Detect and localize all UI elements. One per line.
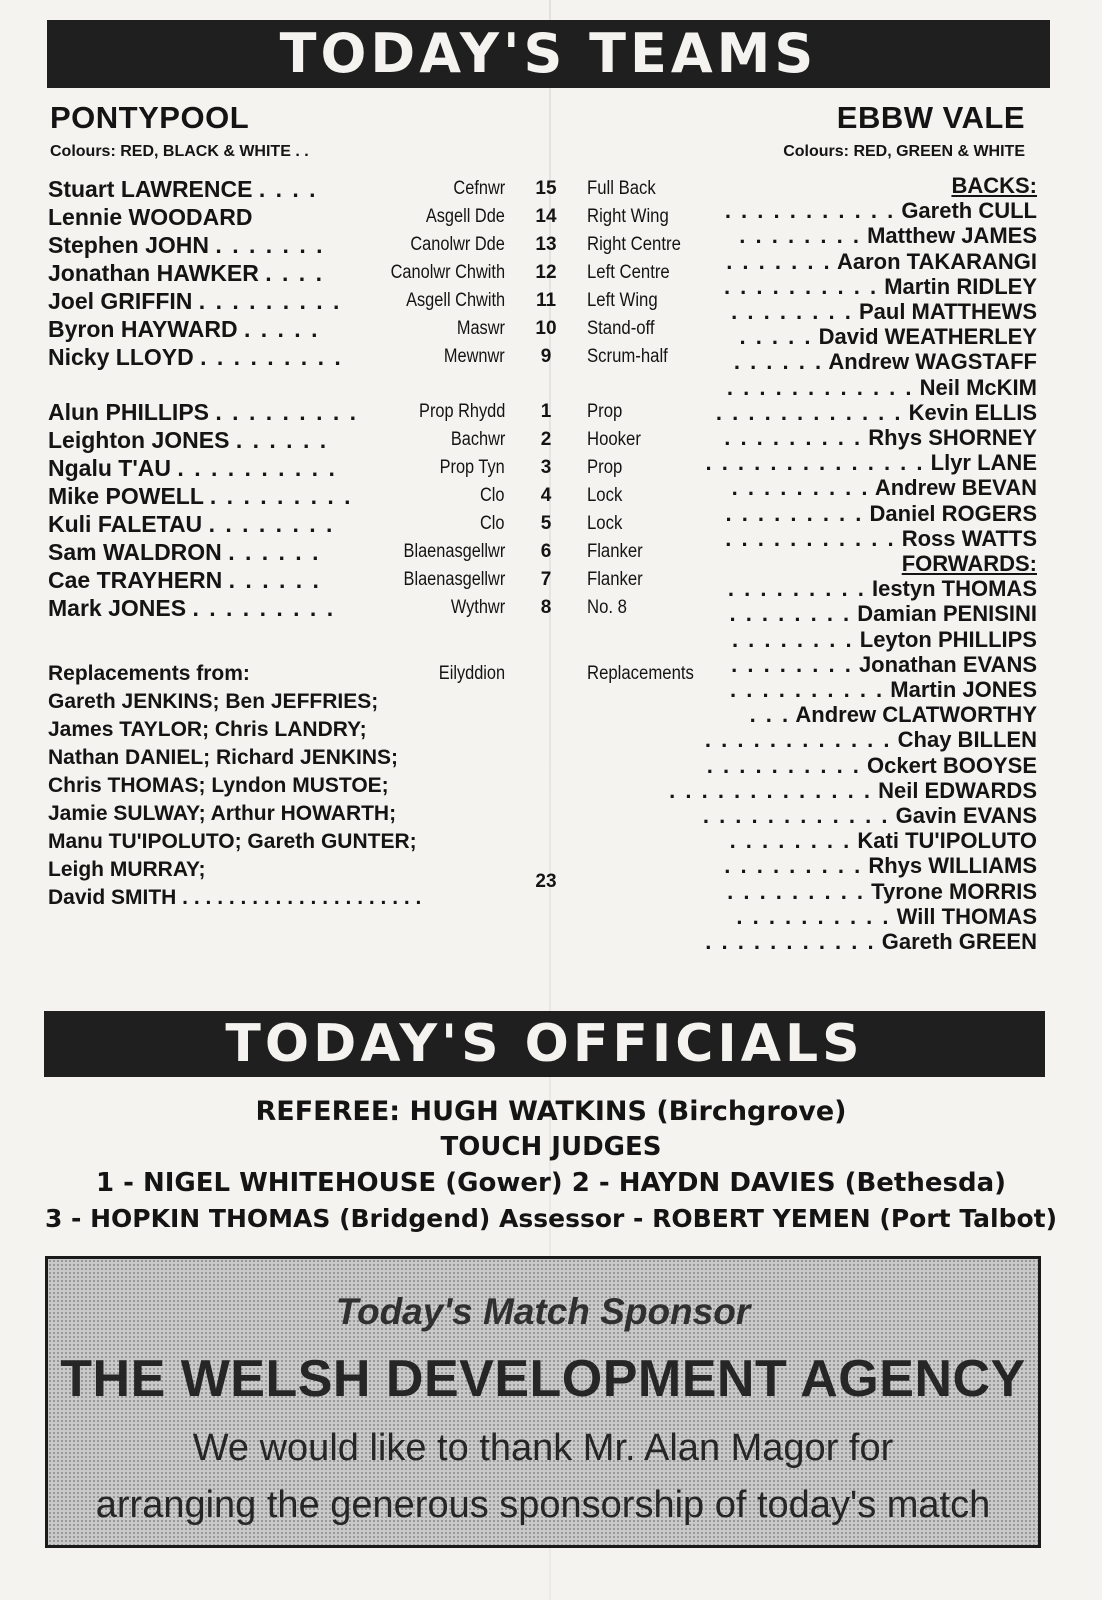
away-player-name: Andrew BEVAN bbox=[874, 475, 1037, 501]
home-player-name: Lennie WOODARD bbox=[48, 204, 253, 230]
home-team-colours: Colours: RED, BLACK & WHITE . . bbox=[50, 143, 309, 160]
away-player bbox=[716, 399, 1037, 427]
home-player-leader: . . . . . . . . . bbox=[215, 399, 359, 425]
away-player-leader: . . . . . . . bbox=[726, 248, 832, 274]
away-player-leader: . . . . . bbox=[739, 324, 813, 350]
away-player-leader: . . . . . . . . . . . . bbox=[704, 727, 892, 753]
position-welsh: Maswr bbox=[456, 318, 505, 339]
position-english: Left Wing bbox=[587, 290, 658, 311]
jersey-number: 11 bbox=[535, 290, 557, 311]
away-player-name: Gavin EVANS bbox=[895, 803, 1037, 828]
replacement-line: Jamie SULWAY; Arthur HOWARTH; bbox=[48, 802, 397, 825]
away-player-row bbox=[0, 197, 1102, 225]
sponsor-name: THE WELSH DEVELOPMENT AGENCY bbox=[60, 1350, 1026, 1408]
position-english: Left Centre bbox=[587, 262, 670, 283]
away-player-leader: . . . . . . . . . . bbox=[723, 273, 879, 299]
away-player-name: Martin JONES bbox=[890, 677, 1037, 702]
away-player-leader: . . . bbox=[749, 702, 791, 728]
position-welsh: Clo bbox=[480, 485, 505, 506]
away-player-leader: . . . . . . . . . bbox=[724, 853, 863, 879]
position-english: Stand-off bbox=[587, 318, 655, 339]
position-welsh: Asgell Chwith bbox=[406, 290, 505, 311]
referee-line: REFEREE: HUGH WATKINS (Birchgrove) bbox=[255, 1096, 847, 1127]
away-player-row bbox=[0, 399, 1102, 427]
away-player bbox=[705, 726, 1037, 754]
away-player-row bbox=[0, 500, 1102, 528]
position-welsh: Canolwr Dde bbox=[410, 234, 505, 255]
home-player-leader: . . . . . . . . . bbox=[198, 288, 342, 314]
away-player-row bbox=[0, 449, 1102, 477]
replacements-english: Replacements bbox=[587, 663, 694, 684]
away-player-leader: . . . . . . . . . . . . . bbox=[669, 777, 872, 803]
away-player bbox=[705, 449, 1037, 477]
away-player-leader: . . . . . . . . . . bbox=[736, 903, 891, 929]
officials-banner: TODAY'S OFFICIALS bbox=[44, 1011, 1045, 1077]
away-player bbox=[725, 500, 1037, 528]
away-player bbox=[750, 701, 1037, 729]
home-player-name: Joel GRIFFIN bbox=[48, 288, 193, 314]
replacements-label: Replacements from: bbox=[48, 662, 250, 685]
replacements-number-row bbox=[0, 868, 1102, 896]
away-player-row bbox=[0, 374, 1102, 402]
replacement-line: Manu TU'IPOLUTO; Gareth GUNTER; bbox=[48, 830, 417, 853]
sponsor-thanks-line-2: arranging the generous sponsorship of today's match bbox=[95, 1484, 991, 1526]
home-player-name: Mike POWELL bbox=[48, 483, 204, 509]
away-player bbox=[739, 323, 1037, 351]
away-player bbox=[725, 197, 1037, 225]
away-player-leader: . . . . . . . . . bbox=[727, 878, 866, 904]
position-welsh: Canolwr Chwith bbox=[390, 262, 505, 283]
away-player-name: Neil EDWARDS bbox=[878, 777, 1037, 803]
away-player-row bbox=[0, 575, 1102, 603]
away-player-leader: . . . . . . . . bbox=[731, 299, 853, 324]
away-player-name: Rhys WILLIAMS bbox=[868, 853, 1037, 879]
position-welsh: Mewnwr bbox=[444, 346, 505, 367]
home-player-leader: . . . . bbox=[265, 260, 324, 286]
home-player-name: Mark JONES bbox=[48, 595, 187, 621]
assessor-line: 3 - HOPKIN THOMAS (Bridgend) Assessor - ROBERT YEMEN (Port Talbot) bbox=[44, 1204, 1058, 1233]
replacement-line: David SMITH . . . . . . . . . . . . . . . . . . . . . bbox=[48, 886, 422, 909]
home-player-name: Kuli FALETAU bbox=[48, 511, 203, 537]
position-welsh: Wythwr bbox=[450, 597, 505, 618]
jersey-number: 12 bbox=[535, 262, 557, 283]
position-english: Full Back bbox=[587, 178, 656, 199]
jersey-number: 6 bbox=[540, 541, 552, 562]
position-welsh: Prop Tyn bbox=[439, 457, 505, 478]
home-player-leader: . . . . . . . . . bbox=[200, 344, 343, 370]
jersey-number: 4 bbox=[540, 485, 552, 506]
away-player-leader: . . . . . . . . bbox=[739, 223, 861, 249]
away-player-leader: . . . . . . bbox=[733, 349, 824, 375]
away-player-row bbox=[0, 928, 1102, 956]
position-english: Lock bbox=[587, 485, 623, 506]
away-player-name: Gareth GREEN bbox=[881, 929, 1037, 954]
away-player-leader: . . . . . . . . . . . . bbox=[715, 399, 903, 425]
touch-judges-heading: TOUCH JUDGES bbox=[440, 1132, 662, 1162]
away-player-row bbox=[0, 222, 1102, 250]
position-english: Lock bbox=[587, 513, 623, 534]
jersey-number: 3 bbox=[540, 457, 552, 478]
away-player bbox=[707, 752, 1037, 780]
home-player-name: Ngalu T'AU bbox=[48, 455, 172, 481]
away-team-colours: Colours: RED, GREEN & WHITE bbox=[783, 143, 1025, 160]
forwards-heading-row bbox=[0, 550, 1102, 578]
position-welsh: Clo bbox=[480, 513, 505, 534]
away-player-leader: . . . . . . . . . . . . . . bbox=[705, 450, 925, 476]
away-player bbox=[734, 348, 1037, 376]
away-player-name: Neil McKIM bbox=[919, 374, 1037, 400]
away-player-leader: . . . . . . . . . . . bbox=[725, 525, 896, 551]
away-player bbox=[669, 777, 1037, 805]
away-player bbox=[732, 626, 1037, 654]
sponsor-thanks-line-1: We would like to thank Mr. Alan Magor for bbox=[192, 1427, 894, 1469]
position-welsh: Asgell Dde bbox=[425, 206, 505, 227]
away-player-name: Llyr LANE bbox=[930, 450, 1037, 476]
position-english: Flanker bbox=[587, 569, 643, 590]
home-player-leader: . . . . . . bbox=[228, 567, 321, 593]
away-player-name: Andrew CLATWORTHY bbox=[795, 702, 1037, 728]
away-player bbox=[728, 575, 1037, 603]
jersey-number: 15 bbox=[535, 178, 557, 199]
away-player-name: Kati TU'IPOLUTO bbox=[857, 828, 1037, 854]
position-welsh: Blaenasgellwr bbox=[403, 569, 505, 590]
away-player-name: Aaron TAKARANGI bbox=[836, 248, 1037, 274]
jersey-number: 5 bbox=[540, 513, 552, 534]
position-welsh: Cefnwr bbox=[453, 178, 505, 199]
away-player bbox=[732, 474, 1037, 502]
home-player-leader: . . . . . . bbox=[228, 539, 321, 565]
away-player bbox=[705, 928, 1037, 956]
jersey-number: 13 bbox=[535, 234, 557, 255]
home-player-leader: . . . . . . . . . bbox=[192, 595, 336, 621]
home-player-name: Sam WALDRON bbox=[48, 539, 222, 565]
away-player-leader: . . . . . . . . . bbox=[731, 475, 870, 501]
away-player-name: Tyrone MORRIS bbox=[871, 878, 1037, 904]
position-english: Prop bbox=[587, 457, 623, 478]
away-player bbox=[724, 273, 1037, 301]
away-player-leader: . . . . . . . . bbox=[729, 601, 852, 627]
home-player-leader: . . . . . . bbox=[235, 427, 329, 453]
replacements-row bbox=[0, 660, 1102, 688]
away-player bbox=[739, 222, 1037, 250]
home-team-name: PONTYPOOL bbox=[50, 100, 250, 135]
away-player-leader: . . . . . . . . . bbox=[724, 425, 863, 450]
home-player-name: Nicky LLOYD bbox=[48, 344, 194, 370]
position-welsh: Prop Rhydd bbox=[418, 401, 505, 422]
jersey-number: 14 bbox=[535, 206, 557, 227]
away-player-name: Martin RIDLEY bbox=[884, 273, 1037, 299]
away-player bbox=[703, 802, 1037, 830]
away-player-row bbox=[0, 474, 1102, 502]
away-player-name: Leyton PHILLIPS bbox=[859, 626, 1037, 652]
away-player-name: Andrew WAGSTAFF bbox=[828, 349, 1037, 375]
away-player-leader: . . . . . . . . . . . bbox=[705, 929, 876, 954]
away-player-leader: . . . . . . . . . . bbox=[706, 752, 861, 778]
home-player-name: Jonathan HAWKER bbox=[48, 260, 259, 286]
away-player-leader: . . . . . . . . . bbox=[727, 576, 866, 602]
away-player-row bbox=[0, 273, 1102, 301]
replacement-line: Chris THOMAS; Lyndon MUSTOE; bbox=[48, 774, 389, 797]
replacements-number: 23 bbox=[535, 871, 557, 892]
teams-banner: TODAY'S TEAMS bbox=[47, 20, 1050, 88]
away-player-name: Ockert BOOYSE bbox=[867, 752, 1037, 778]
away-player-row bbox=[0, 525, 1102, 553]
away-player-row bbox=[0, 424, 1102, 452]
away-player bbox=[736, 903, 1037, 931]
away-player-row bbox=[0, 323, 1102, 351]
away-player-leader: . . . . . . . . . . . bbox=[724, 198, 896, 224]
position-english: Hooker bbox=[587, 429, 641, 450]
home-player-name: Stuart LAWRENCE bbox=[48, 176, 253, 202]
jersey-number: 9 bbox=[540, 346, 552, 367]
away-team-name: EBBW VALE bbox=[836, 100, 1025, 135]
away-player bbox=[729, 600, 1037, 628]
home-player-leader: . . . . . . . . bbox=[208, 511, 335, 537]
away-player-leader: . . . . . . . . . . . . bbox=[726, 374, 914, 400]
position-welsh: Blaenasgellwr bbox=[403, 541, 505, 562]
away-player-name: Kevin ELLIS bbox=[908, 399, 1037, 425]
home-player-leader: . . . . . . . . . . bbox=[177, 455, 337, 481]
away-player-leader: . . . . . . . . bbox=[731, 651, 853, 677]
away-player-row bbox=[0, 248, 1102, 276]
jersey-number: 2 bbox=[540, 429, 552, 450]
away-player bbox=[731, 298, 1037, 326]
forwards-heading: FORWARDS: bbox=[901, 551, 1037, 576]
home-player-name: Leighton JONES bbox=[48, 427, 230, 453]
replacement-line: Nathan DANIEL; Richard JENKINS; bbox=[48, 746, 399, 769]
home-player-leader: . . . . . bbox=[243, 316, 320, 342]
away-player-name: David WEATHERLEY bbox=[818, 324, 1037, 350]
away-player-leader: . . . . . . . . . bbox=[725, 500, 864, 526]
home-player-leader: . . . . bbox=[258, 176, 318, 202]
away-player bbox=[725, 525, 1037, 553]
away-player bbox=[726, 248, 1037, 276]
away-player bbox=[724, 424, 1037, 452]
replacement-line: Gareth JENKINS; Ben JEFFRIES; bbox=[48, 690, 379, 713]
away-player-name: Damian PENISINI bbox=[857, 601, 1037, 627]
away-player-row bbox=[0, 600, 1102, 628]
position-english: Right Wing bbox=[587, 206, 669, 227]
away-player-name: Rhys SHORNEY bbox=[868, 425, 1037, 450]
away-player-row bbox=[0, 626, 1102, 654]
away-player-leader: . . . . . . . . . . bbox=[730, 677, 885, 702]
home-player-leader: . . . . . . . . . bbox=[209, 483, 353, 509]
touch-judges-line: 1 - NIGEL WHITEHOUSE (Gower) 2 - HAYDN DAVIES (Bethesda) bbox=[95, 1168, 1007, 1198]
sponsor-title: Today's Match Sponsor bbox=[335, 1291, 751, 1332]
away-player bbox=[727, 374, 1037, 402]
away-player-leader: . . . . . . . . bbox=[731, 626, 854, 652]
jersey-number: 10 bbox=[535, 318, 557, 339]
away-player-row bbox=[0, 348, 1102, 376]
jersey-number: 1 bbox=[540, 401, 552, 422]
sponsor-box bbox=[45, 1256, 1041, 1548]
away-player-row bbox=[0, 298, 1102, 326]
home-player-name: Stephen JOHN bbox=[48, 232, 210, 258]
away-player-name: Jonathan EVANS bbox=[858, 651, 1037, 677]
home-player-name: Cae TRAYHERN bbox=[48, 567, 223, 593]
backs-heading-row bbox=[0, 172, 1102, 200]
home-player-name: Alun PHILLIPS bbox=[48, 399, 209, 425]
away-player-name: Matthew JAMES bbox=[867, 223, 1037, 249]
position-english: Flanker bbox=[587, 541, 643, 562]
away-player-leader: . . . . . . . . . . . . bbox=[702, 803, 890, 828]
away-player-name: Gareth CULL bbox=[901, 198, 1037, 224]
away-player-name: Paul MATTHEWS bbox=[858, 299, 1037, 324]
away-player-name: Daniel ROGERS bbox=[869, 500, 1037, 526]
position-english: Scrum-half bbox=[587, 346, 668, 367]
home-player-name: Byron HAYWARD bbox=[48, 316, 238, 342]
position-english: No. 8 bbox=[587, 597, 627, 618]
home-player-leader: . . . . . . . bbox=[215, 232, 325, 258]
jersey-number: 8 bbox=[540, 597, 552, 618]
replacement-line: James TAYLOR; Chris LANDRY; bbox=[48, 718, 367, 741]
position-english: Right Centre bbox=[587, 234, 681, 255]
away-player-name: Iestyn THOMAS bbox=[871, 576, 1037, 602]
away-player bbox=[730, 827, 1037, 855]
away-player-leader: . . . . . . . . bbox=[729, 828, 852, 854]
replacements-welsh: Eilyddion bbox=[438, 663, 505, 684]
away-player-name: Chay BILLEN bbox=[897, 727, 1037, 753]
backs-heading: BACKS: bbox=[951, 173, 1037, 198]
replacement-line: Leigh MURRAY; bbox=[48, 858, 206, 881]
position-english: Prop bbox=[587, 401, 623, 422]
jersey-number: 7 bbox=[540, 569, 552, 590]
away-player-name: Ross WATTS bbox=[901, 525, 1037, 551]
position-welsh: Bachwr bbox=[450, 429, 505, 450]
away-player-name: Will THOMAS bbox=[896, 903, 1037, 929]
